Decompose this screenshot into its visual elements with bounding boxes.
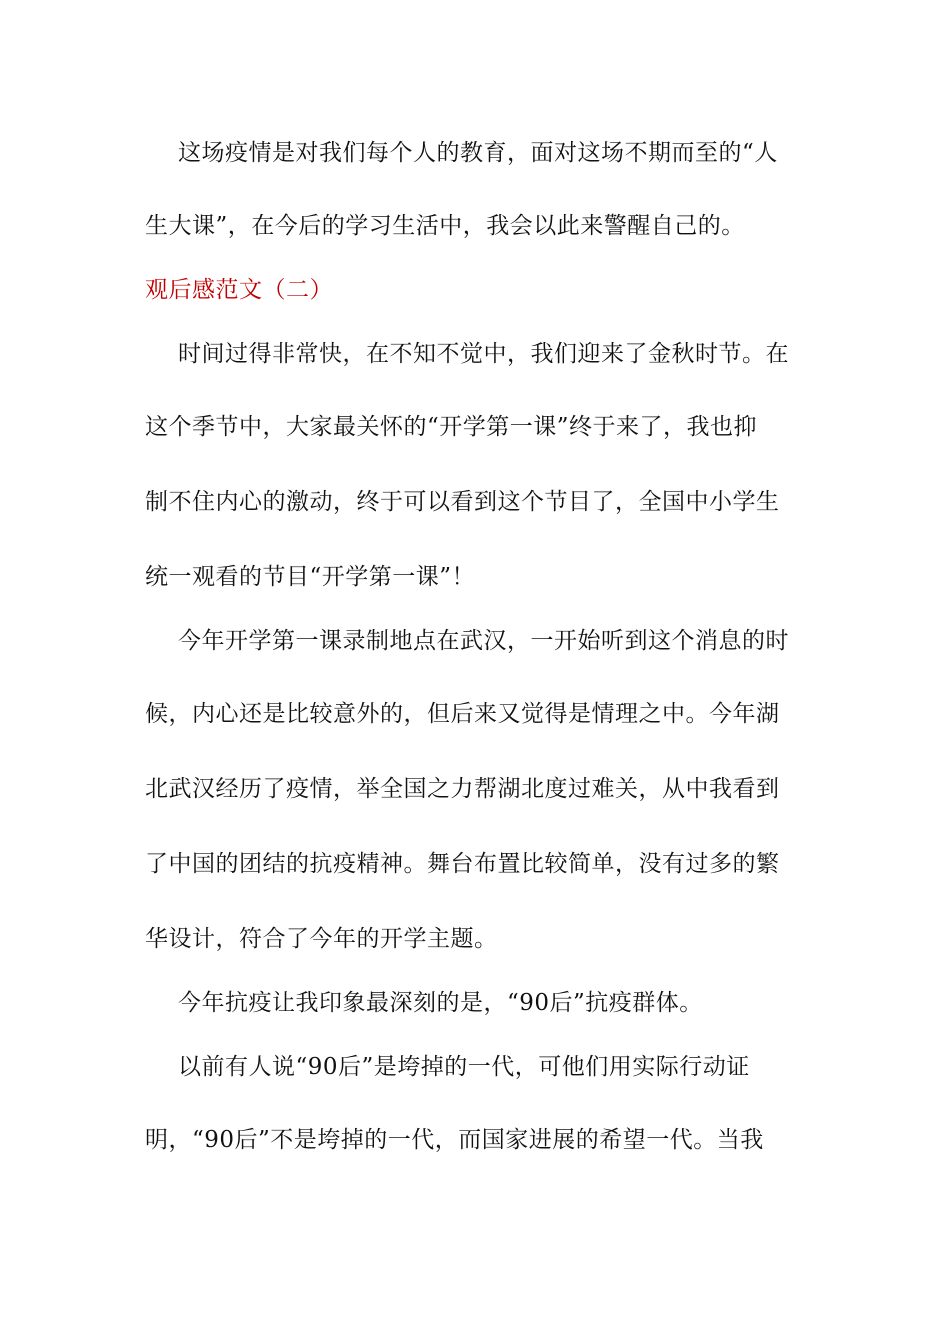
paragraph-line-3: 时间过得非常快，在不知不觉中，我们迎来了金秋时节。在 — [178, 341, 789, 367]
paragraph-line-12: 今年抗疫让我印象最深刻的是，“90后”抗疫群体。 — [178, 990, 703, 1016]
paragraph-line-11: 华设计，符合了今年的开学主题。 — [145, 926, 498, 952]
paragraph-line-13: 以前有人说“90后”是垮掉的一代，可他们用实际行动证 — [178, 1054, 750, 1080]
paragraph-line-4: 这个季节中，大家最关怀的“开学第一课”终于来了，我也抑 — [145, 414, 758, 440]
paragraph-line-14: 明，“90后”不是垮掉的一代，而国家进展的希望一代。当我 — [145, 1127, 764, 1153]
section-heading: 观后感范文（二） — [145, 277, 333, 303]
paragraph-line-1: 这场疫情是对我们每个人的教育，面对这场不期而至的“人 — [178, 140, 778, 166]
paragraph-line-5: 制不住内心的激动，终于可以看到这个节目了，全国中小学生 — [145, 489, 780, 515]
paragraph-line-7: 今年开学第一课录制地点在武汉，一开始听到这个消息的时 — [178, 628, 789, 654]
paragraph-line-6: 统一观看的节目“开学第一课”！ — [145, 564, 476, 590]
paragraph-line-9: 北武汉经历了疫情，举全国之力帮湖北度过难关，从中我看到 — [145, 776, 780, 802]
paragraph-line-10: 了中国的团结的抗疫精神。舞台布置比较简单，没有过多的繁 — [145, 851, 780, 877]
paragraph-line-8: 候，内心还是比较意外的，但后来又觉得是情理之中。今年湖 — [145, 701, 780, 727]
paragraph-line-2: 生大课”，在今后的学习生活中，我会以此来警醒自己的。 — [145, 213, 745, 239]
